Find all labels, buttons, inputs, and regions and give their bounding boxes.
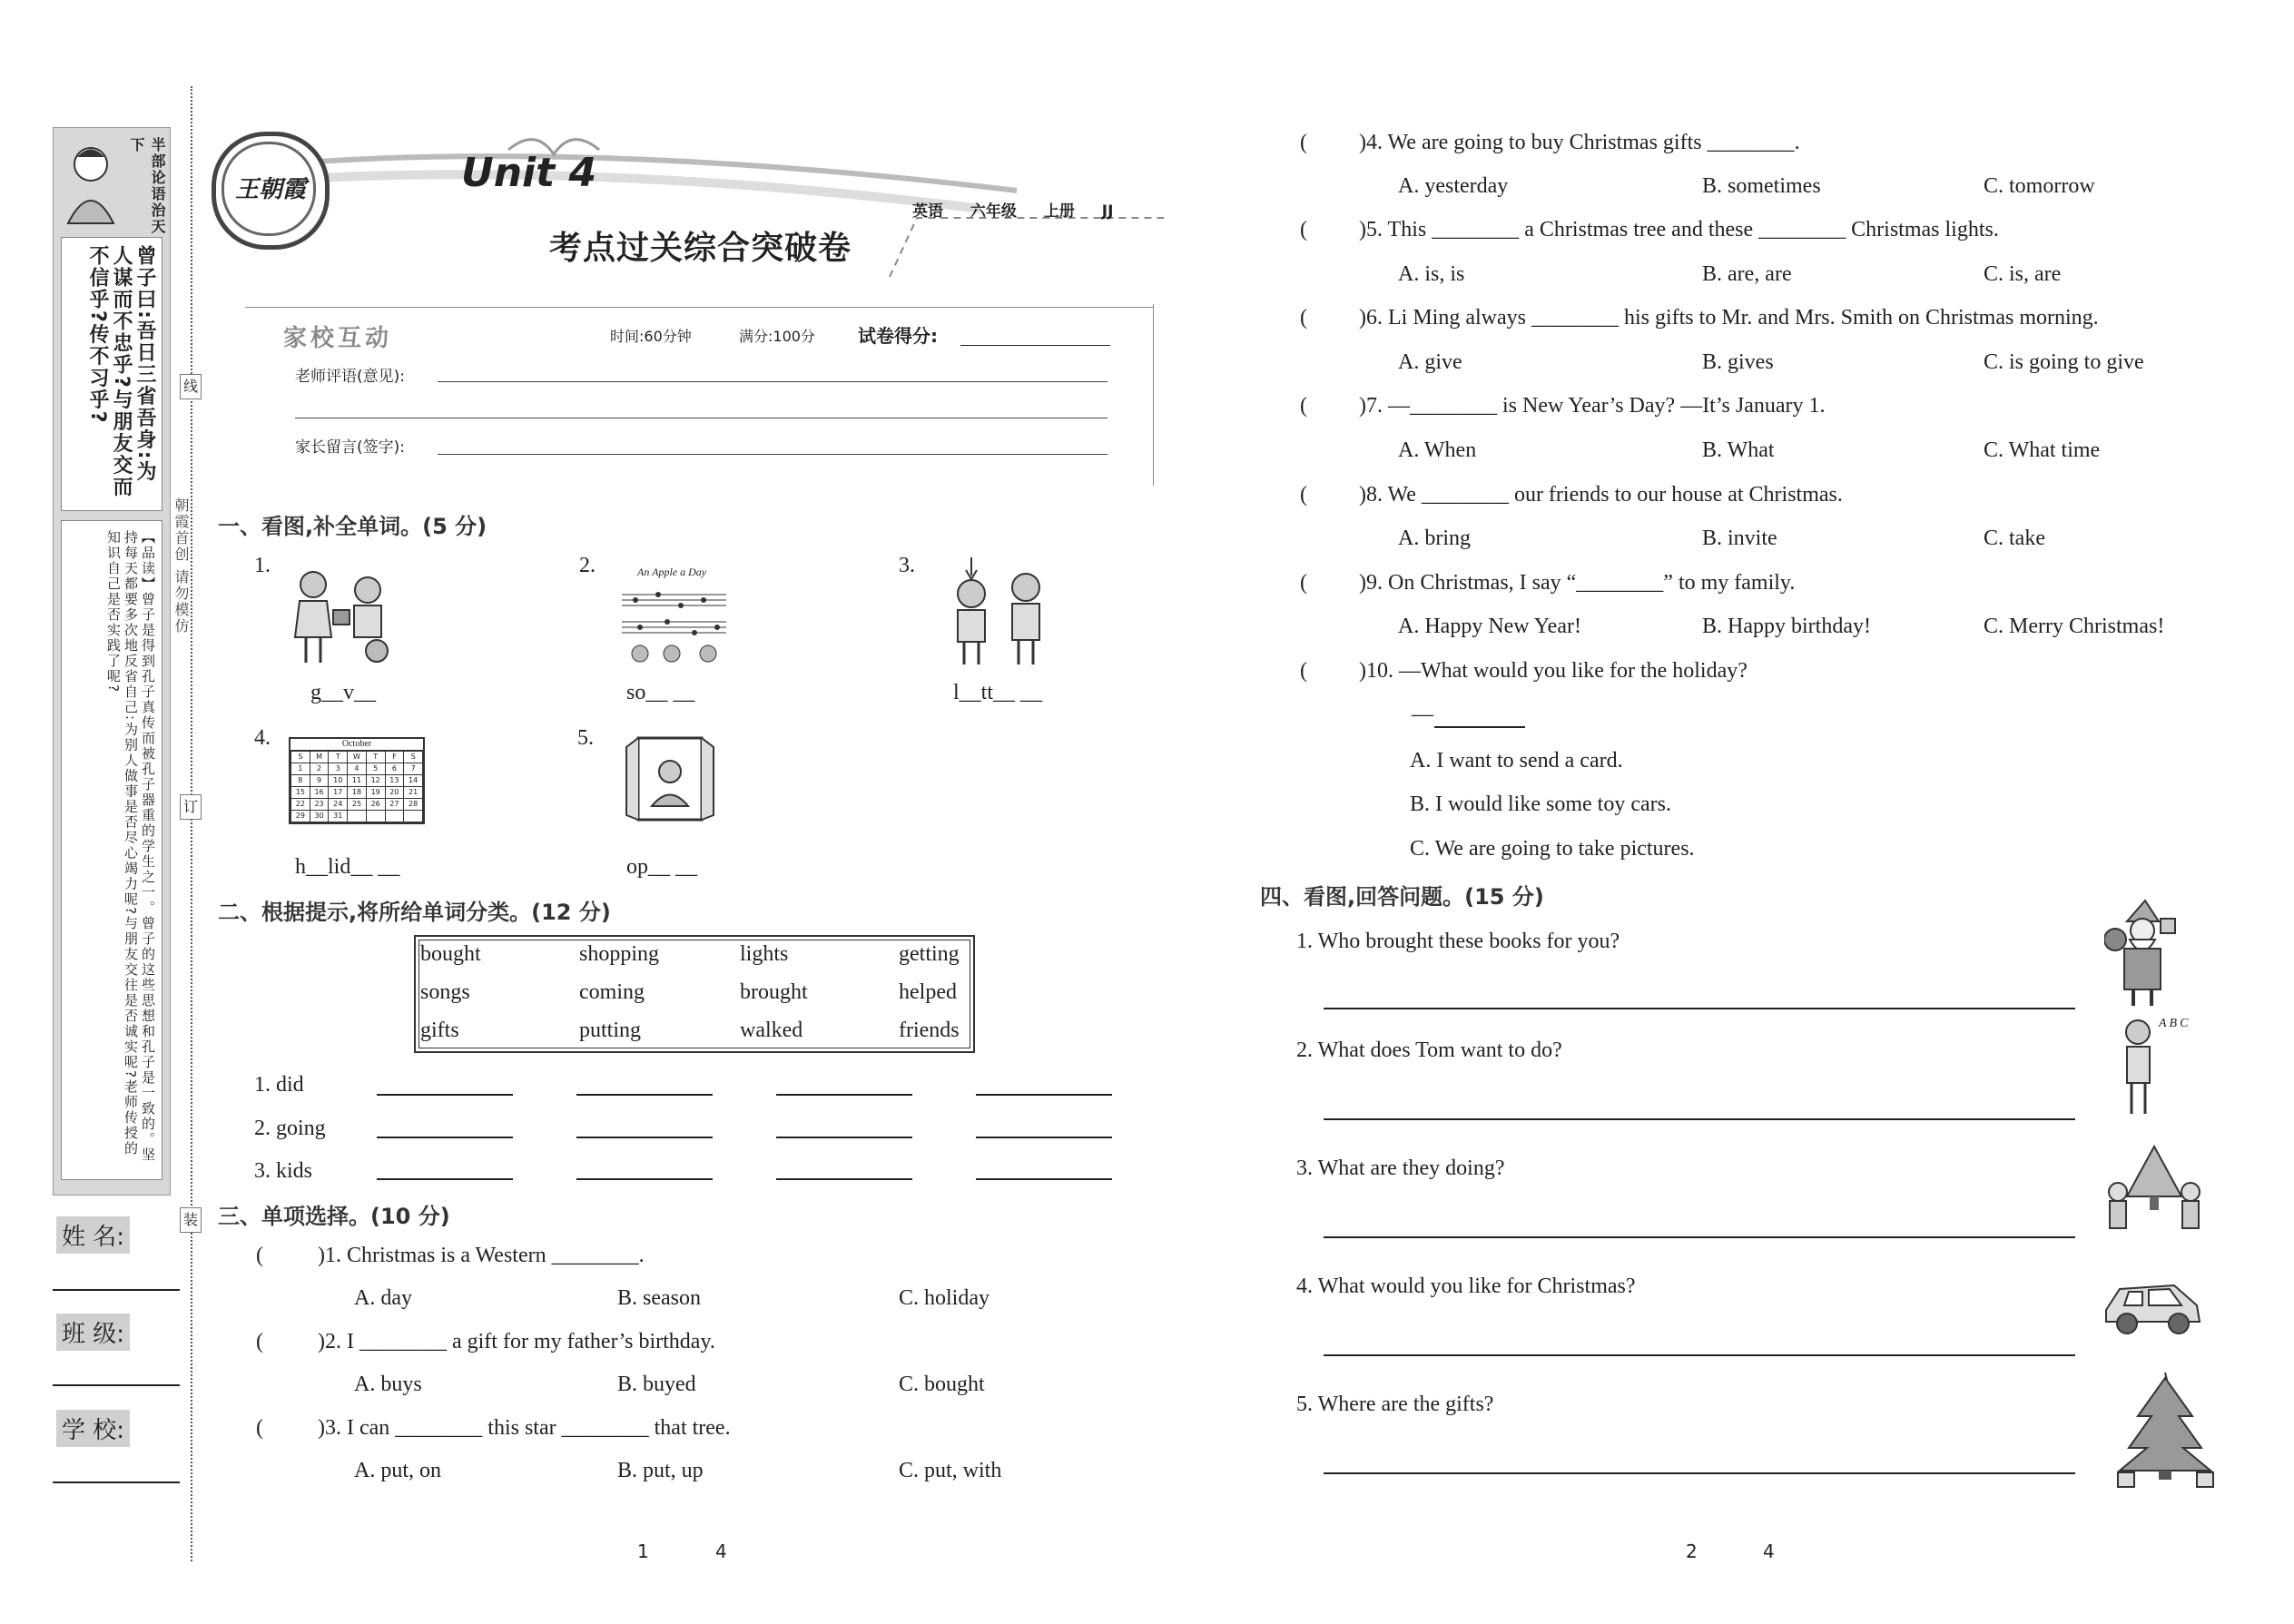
logo-text: 王朝霞 <box>234 176 306 203</box>
comment-box <box>61 520 162 1180</box>
q10-option-c[interactable]: C. We are going to take pictures. <box>1410 837 1695 861</box>
s4-question: 5. Where are the gifts? <box>1296 1393 1494 1416</box>
score-label: 试卷得分: <box>858 325 938 347</box>
q5-option-b[interactable]: B. are, are <box>1702 262 1792 286</box>
q6-paren: ( <box>1300 306 1307 330</box>
cal-date: 9 <box>310 775 329 787</box>
cal-date: 31 <box>329 811 348 822</box>
q1-stem: )1. Christmas is a Western ________. <box>318 1244 645 1267</box>
q10-answer-blank[interactable] <box>1434 726 1525 728</box>
word-box-cell: lights <box>740 942 789 966</box>
right-unit-number: 4 <box>1763 1540 1775 1562</box>
exam-title: 考点过关综合突破卷 <box>549 230 852 267</box>
q3-option-a[interactable]: A. put, on <box>354 1459 441 1482</box>
kids-tree-picture <box>2104 1142 2204 1233</box>
cal-head: F <box>385 752 404 763</box>
s4-answer-line[interactable] <box>1324 1008 2075 1009</box>
s2-answer-blank[interactable] <box>776 1137 912 1138</box>
s1-item4-num: 4. <box>254 726 271 750</box>
open-window-picture <box>625 733 715 824</box>
class-label: 班 级: <box>56 1314 130 1351</box>
q3-option-c[interactable]: C. put, with <box>899 1459 1002 1482</box>
q10-option-b[interactable]: B. I would like some toy cars. <box>1410 792 1671 816</box>
school-label: 学 校: <box>56 1410 130 1447</box>
cal-date: 23 <box>310 799 329 811</box>
s2-row-label: 1. did <box>254 1073 304 1097</box>
s2-answer-blank[interactable] <box>976 1178 1112 1180</box>
cut-mark-3: 装 <box>180 1207 202 1233</box>
s1-item1-num: 1. <box>254 554 271 577</box>
q6-option-a[interactable]: A. give <box>1398 350 1462 374</box>
s4-answer-line[interactable] <box>1324 1236 2075 1238</box>
q7-option-b[interactable]: B. What <box>1702 438 1775 462</box>
s1-item2-num: 2. <box>579 554 596 577</box>
q5-option-c[interactable]: C. is, are <box>1984 262 2062 286</box>
song-sheet-title: An Apple a Day <box>637 566 707 578</box>
cal-date: 22 <box>291 799 310 811</box>
q7-stem: )7. —________ is New Year’s Day? —It’s January 1. <box>1359 394 1826 418</box>
calendar-row <box>291 799 423 811</box>
q5-stem: )5. This ________ a Christmas tree and these ________ Christmas lights. <box>1359 218 1999 241</box>
word-box-cell: walked <box>740 1019 803 1042</box>
s2-answer-blank[interactable] <box>377 1137 513 1138</box>
cut-mark-2: 订 <box>180 794 202 820</box>
s1-item2-word: so__ __ <box>626 681 695 704</box>
q8-option-b[interactable]: B. invite <box>1702 527 1777 550</box>
q3-stem: )3. I can ________ this star ________ that tree. <box>318 1416 731 1440</box>
name-field[interactable] <box>53 1289 180 1291</box>
cal-date: 14 <box>404 775 423 787</box>
sidebar-badge: 半部论语治天下 <box>128 137 166 235</box>
calendar-month: October <box>290 739 423 751</box>
cal-date: 27 <box>385 799 404 811</box>
sidebar <box>53 127 171 1196</box>
q10-answer-dash: — <box>1412 703 1433 726</box>
q2-stem: )2. I ________ a gift for my father’s birthday. <box>318 1330 715 1353</box>
calendar-row <box>291 775 423 787</box>
q8-option-a[interactable]: A. bring <box>1398 527 1471 550</box>
section4-title: 四、看图,回答问题。(15 分) <box>1260 884 1544 910</box>
cut-line <box>191 86 192 1561</box>
cal-date: 4 <box>348 763 367 775</box>
cal-date: 7 <box>404 763 423 775</box>
score-field[interactable] <box>960 345 1110 346</box>
s4-question: 4. What would you like for Christmas? <box>1296 1275 1636 1298</box>
cal-head: T <box>366 752 385 763</box>
q10-paren: ( <box>1300 659 1307 683</box>
cal-head: S <box>404 752 423 763</box>
q4-option-c[interactable]: C. tomorrow <box>1984 174 2095 198</box>
cal-date: 11 <box>348 775 367 787</box>
s1-item3-num: 3. <box>899 554 915 577</box>
q9-option-c[interactable]: C. Merry Christmas! <box>1984 615 2165 638</box>
q8-option-c[interactable]: C. take <box>1984 527 2045 550</box>
copyright-note: 朝霞首创 请勿模仿 <box>172 497 190 635</box>
singing-boy-picture <box>2115 1012 2206 1117</box>
sidebar-quote: 曾子曰:吾日三省吾身:为人谋而不忠乎?与朋友交而不信乎?传不习乎? <box>86 245 156 498</box>
q1-paren: ( <box>256 1244 263 1267</box>
s4-question: 1. Who brought these books for you? <box>1296 930 1620 953</box>
calendar-row <box>291 787 423 799</box>
cal-date: 3 <box>329 763 348 775</box>
s2-answer-blank[interactable] <box>576 1137 713 1138</box>
word-box-inner <box>418 940 970 1048</box>
calendar-grid <box>290 751 423 822</box>
cal-date: 16 <box>310 787 329 799</box>
s1-item1-word: g__v__ <box>310 681 376 704</box>
s1-item3-word: l__tt__ __ <box>953 681 1043 704</box>
cal-date: 8 <box>291 775 310 787</box>
unit-title: Unit 4 <box>461 150 597 196</box>
s2-row-label: 2. going <box>254 1117 326 1140</box>
word-box-cell: helped <box>899 980 957 1004</box>
home-school-frame <box>1130 304 1154 486</box>
cal-date: 12 <box>366 775 385 787</box>
song-sheet-picture <box>617 558 731 665</box>
s4-question: 3. What are they doing? <box>1296 1156 1505 1180</box>
cal-date: 18 <box>348 787 367 799</box>
q5-paren: ( <box>1300 218 1307 241</box>
cal-date: 6 <box>385 763 404 775</box>
cal-date: 13 <box>385 775 404 787</box>
cal-head: M <box>310 752 329 763</box>
tag-term: 上册 <box>1043 202 1075 221</box>
cal-date <box>404 811 423 822</box>
s4-answer-line[interactable] <box>1324 1354 2075 1356</box>
section2-title: 二、根据提示,将所给单词分类。(12 分) <box>218 900 611 925</box>
cal-date: 24 <box>329 799 348 811</box>
cal-date: 28 <box>404 799 423 811</box>
s2-answer-blank[interactable] <box>576 1178 713 1180</box>
word-box-cell: shopping <box>579 942 660 966</box>
q10-stem: )10. —What would you like for the holiday? <box>1359 659 1748 683</box>
full-score-label: 满分:100分 <box>739 328 815 345</box>
q5-option-a[interactable]: A. is, is <box>1398 262 1465 286</box>
s2-answer-blank[interactable] <box>576 1094 713 1096</box>
word-box-cell: friends <box>899 1019 960 1042</box>
cal-date: 21 <box>404 787 423 799</box>
s2-row-label: 3. kids <box>254 1159 313 1183</box>
tag-subject: 英语 <box>912 202 943 221</box>
q4-stem: )4. We are going to buy Christmas gifts ________. <box>1359 131 1800 154</box>
christmas-tree-picture <box>2111 1371 2220 1489</box>
parent-comment-label: 家长留言(签字): <box>295 438 405 457</box>
q7-option-c[interactable]: C. What time <box>1984 438 2101 462</box>
q7-option-a[interactable]: A. When <box>1398 438 1477 462</box>
q2-option-a[interactable]: A. buys <box>354 1373 422 1396</box>
tag-grade: 六年级 <box>970 202 1017 221</box>
toy-car-picture <box>2102 1269 2206 1337</box>
word-box <box>414 935 975 1053</box>
cal-date: 25 <box>348 799 367 811</box>
letter-picture <box>935 556 1058 669</box>
calendar-header-row <box>291 752 423 763</box>
q1-option-b[interactable]: B. season <box>617 1286 701 1310</box>
singing-letters: ABC <box>2159 1017 2191 1030</box>
cal-date <box>348 811 367 822</box>
q1-option-c[interactable]: C. holiday <box>899 1286 989 1310</box>
cal-date: 26 <box>366 799 385 811</box>
q4-paren: ( <box>1300 131 1307 154</box>
cal-head: T <box>329 752 348 763</box>
cal-date: 17 <box>329 787 348 799</box>
sidebar-comment: 【品读】曾子是得到孔子真传而被孔子器重的学生之一。曾子的这些思想和孔子是一致的。坚持每天都要多次地反省自己:为别人做事是否尽心竭力呢?与朋友交往是否诚实呢?老师传授的知识自己是否实践了呢? <box>105 530 156 1163</box>
q4-option-b[interactable]: B. sometimes <box>1702 174 1821 198</box>
teacher-comment-line-1[interactable] <box>438 381 1108 382</box>
cal-date: 29 <box>291 811 310 822</box>
q4-option-a[interactable]: A. yesterday <box>1398 174 1509 198</box>
right-page-number: 2 <box>1686 1540 1698 1562</box>
s2-answer-blank[interactable] <box>377 1094 513 1096</box>
tag-edition: JJ <box>1101 202 1114 221</box>
parent-comment-line[interactable] <box>438 454 1108 455</box>
home-school-rule <box>245 307 1153 308</box>
cal-date: 5 <box>366 763 385 775</box>
left-page-number: 1 <box>637 1540 649 1562</box>
cal-date <box>385 811 404 822</box>
q1-option-a[interactable]: A. day <box>354 1286 412 1310</box>
q9-option-b[interactable]: B. Happy birthday! <box>1702 615 1871 638</box>
word-box-cell: bought <box>420 942 481 966</box>
header-tags <box>912 198 1113 221</box>
cal-head: S <box>291 752 310 763</box>
cut-mark-1: 线 <box>180 374 202 399</box>
q8-stem: )8. We ________ our friends to our house at Christmas. <box>1359 483 1843 507</box>
q6-stem: )6. Li Ming always ________ his gifts to Mr. and Mrs. Smith on Christmas morning. <box>1359 306 2099 330</box>
q9-stem: )9. On Christmas, I say “________” to my family. <box>1359 571 1796 595</box>
cal-date: 15 <box>291 787 310 799</box>
cal-date: 30 <box>310 811 329 822</box>
section1-title: 一、看图,补全单词。(5 分) <box>218 514 487 539</box>
s4-answer-line[interactable] <box>1324 1118 2075 1120</box>
word-box-cell: songs <box>420 980 470 1004</box>
cal-head: W <box>348 752 367 763</box>
class-field[interactable] <box>53 1384 180 1386</box>
q6-option-b[interactable]: B. gives <box>1702 350 1774 374</box>
word-box-cell: coming <box>579 980 645 1004</box>
left-unit-number: 4 <box>715 1540 727 1562</box>
word-box-cell: getting <box>899 942 960 966</box>
calendar-row <box>291 763 423 775</box>
s1-item5-word: op__ __ <box>626 855 697 879</box>
q2-option-b[interactable]: B. buyed <box>617 1373 696 1396</box>
q2-paren: ( <box>256 1330 263 1353</box>
quote-box <box>61 237 162 511</box>
confucius-icon <box>59 137 123 228</box>
s1-item4-word: h__lid__ __ <box>295 855 400 879</box>
s2-answer-blank[interactable] <box>776 1094 912 1096</box>
s2-answer-blank[interactable] <box>976 1094 1112 1096</box>
name-label: 姓 名: <box>56 1216 130 1254</box>
time-label: 时间:60分钟 <box>610 328 692 345</box>
calendar-row <box>291 811 423 822</box>
q9-option-a[interactable]: A. Happy New Year! <box>1398 615 1581 638</box>
word-box-cell: gifts <box>420 1019 459 1042</box>
s2-answer-blank[interactable] <box>976 1137 1112 1138</box>
q6-option-c[interactable]: C. is going to give <box>1984 350 2144 374</box>
cal-date: 10 <box>329 775 348 787</box>
word-box-cell: putting <box>579 1019 642 1042</box>
cal-date: 19 <box>366 787 385 799</box>
q7-paren: ( <box>1300 394 1307 418</box>
s2-answer-blank[interactable] <box>377 1178 513 1180</box>
q8-paren: ( <box>1300 483 1307 507</box>
q10-option-a[interactable]: A. I want to send a card. <box>1410 749 1623 773</box>
cal-date: 2 <box>310 763 329 775</box>
s4-answer-line[interactable] <box>1324 1472 2075 1474</box>
cal-date: 20 <box>385 787 404 799</box>
q3-option-b[interactable]: B. put, up <box>617 1459 704 1482</box>
section3-title: 三、单项选择。(10 分) <box>218 1204 450 1229</box>
cal-date: 1 <box>291 763 310 775</box>
word-box-cell: brought <box>740 980 808 1004</box>
s2-answer-blank[interactable] <box>776 1178 912 1180</box>
school-field[interactable] <box>53 1481 180 1483</box>
santa-picture <box>2104 899 2181 1008</box>
q9-paren: ( <box>1300 571 1307 595</box>
cal-date <box>366 811 385 822</box>
q2-option-c[interactable]: C. bought <box>899 1373 985 1396</box>
home-school-title: 家校互动 <box>283 325 393 352</box>
q3-paren: ( <box>256 1416 263 1440</box>
calendar-picture <box>289 737 425 824</box>
s1-item5-num: 5. <box>577 726 594 750</box>
teacher-comment-label: 老师评语(意见): <box>295 368 405 386</box>
logo <box>212 132 330 250</box>
s4-question: 2. What does Tom want to do? <box>1296 1038 1562 1062</box>
gift-giving-picture <box>286 565 399 666</box>
